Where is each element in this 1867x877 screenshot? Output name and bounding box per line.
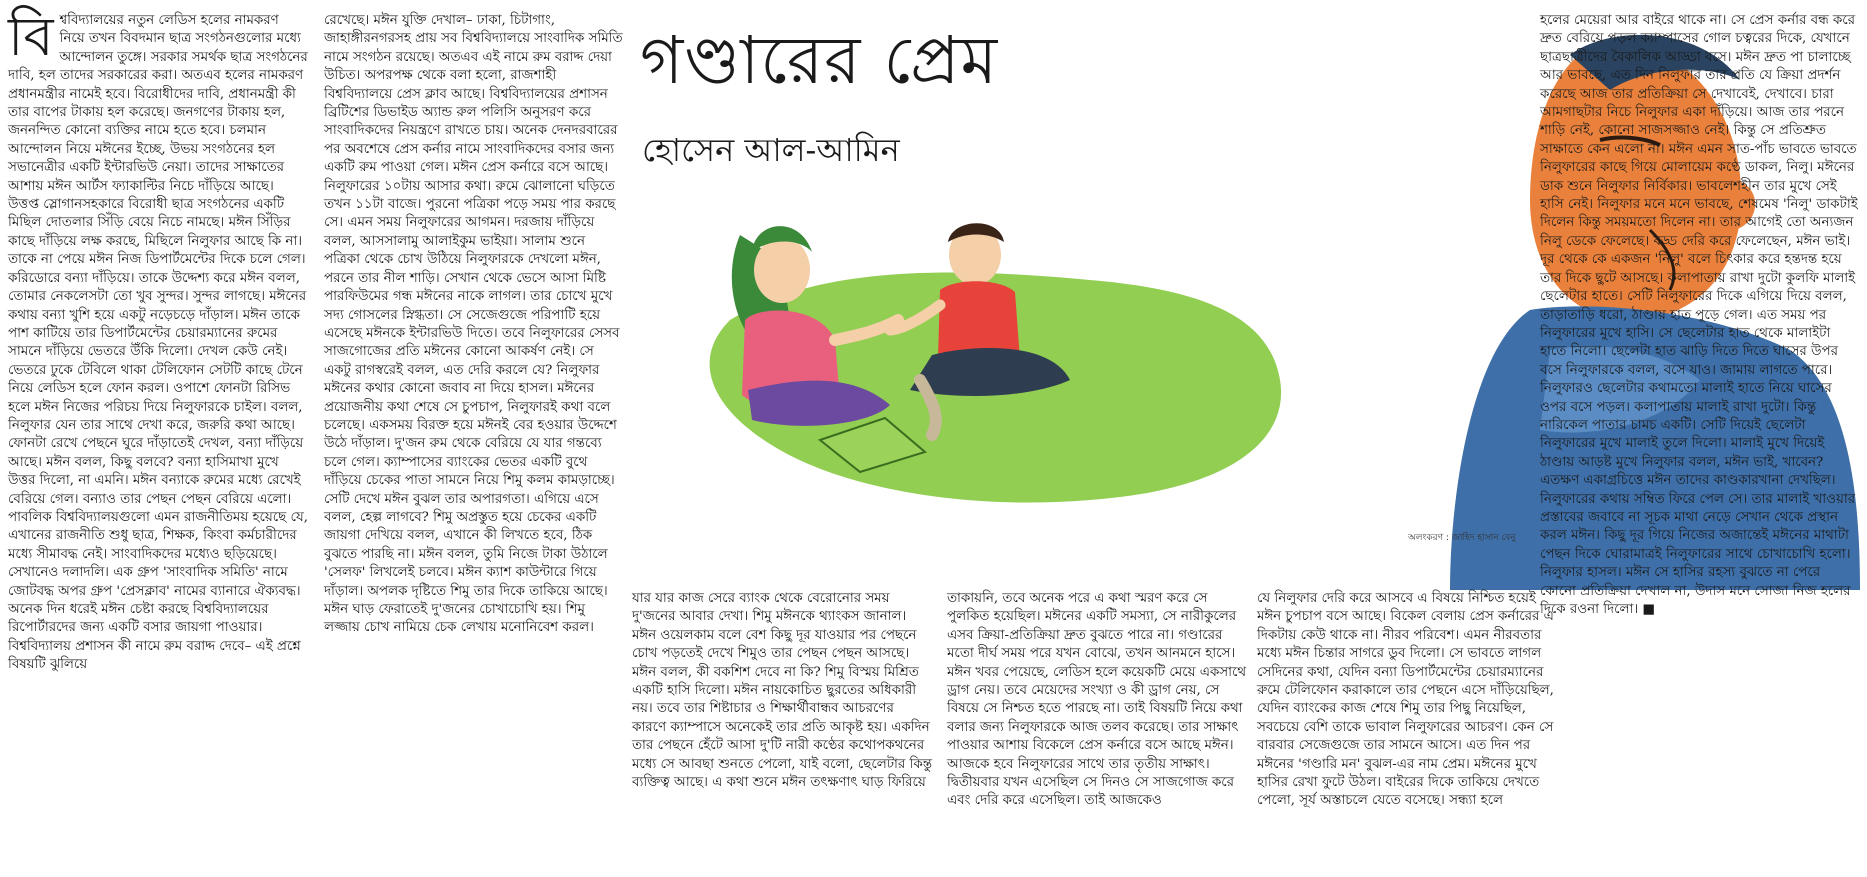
column-text: তাকায়নি, তবে অনেক পরে এ কথা স্মরণ করে সে পুলকিত হয়েছিল। মঈনের একটি সমস্যা, সে নারীকুলের এসব ক্রিয়া-প্রতিক্রিয়া দ্রুত বুঝতে পারে না। গণ্ডারের মতো দীর্ঘ সময় পরে যখন বোঝে, তখন আনমনে হাসে। মঈন খবর পেয়েছে, লেডিস হলে কয়েকটি মেয়ে একসাথে ড্রাগ নেয়। তবে মেয়েদের সংখ্যা ও কী ড্রাগ নেয়, সে বিষয়ে সে নিশ্চত হতে পারছে না। তাই বিষয়টি নিয়ে কথা বলার জন্য নিলুফারকে আজ তলব করেছে। তার সাক্ষাৎ পাওয়ার আশায় বিকেলে প্রেস কর্নারে বসে আছে মঈন। আজকে হবে নিলুফারের সাথে তার তৃতীয় সাক্ষাৎ। দ্বিতীয়বার যখন এসেছিল সে দিনও সে সাজগোজ করে এবং দেরি করে এসেছিল। তাই আজকেও: [947, 591, 1247, 809]
article-column-5: [1257, 590, 1557, 870]
column-text: যে নিলুফার দেরি করে আসবে এ বিষয়ে নিশ্চিত হয়েই মঈন চুপচাপ বসে আছে। বিকেল বেলায় প্রেস কর্নারের এ দিকটায় কেউ থাকে না। নীরব পরিবেশ। এমন নীরবতার মধ্যে মঈন চিন্তার সাগরে ডুব দিলো। সে ভাবতে লাগল সেদিনের কথা, যেদিন বন্যা ডিপার্টমেন্টের চেয়ারম্যানের রুমে টেলিফোন করাকালে তার পেছনে এসে দাঁড়িয়েছিল, যেদিন ব্যাংকের কাজ শেষে শিমু তার পিছু নিয়েছিল, সবচেয়ে বেশি তাকে ভাবাল নিলুফারের আচরণ। কেন সে বারবার সেজেগুজে তার সামনে আসে। এত দিন পর মঈনের 'গণ্ডারি মন' বুঝল-এর নাম প্রেম। মঈনের মুখে হাসির রেখা ফুটে উঠল। বাইরের দিকে তাকিয়ে দেখতে পেলো, সূর্য অস্তাচলে যেতে বসেছে। সন্ধ্যা হলে: [1257, 591, 1554, 809]
article-column-3: [632, 590, 932, 870]
article-column-2: [324, 12, 624, 636]
column-text: রেখেছে। মঈন যুক্তি দেখাল– ঢাকা, চিটাগাং, জাহাঙ্গীরনগরসহ প্রায় সব বিশ্ববিদ্যালয়ে সাংবাদিক সমিতি নামে সংগঠন রয়েছে। অতএব এই নামে রুম বরাদ্দ দেয়া উচিত। অপরপক্ষ থেকে বলা হলো, রাজশাহী বিশ্ববিদ্যালয়ে প্রেস ক্লাব আছে। বিশ্ববিদ্যালয়ের প্রশাসন ব্রিটিশের ডিভাইড অ্যান্ড রুল পলিসি অনুসরণ করে সাংবাদিকদের নিয়ন্ত্রণে রাখতে চায়। অনেক দেনদরবারের পর অবশেষে প্রেস কর্নার নামে সাংবাদিকদের বসার জন্য একটি রুম পাওয়া গেল। মঈন প্রেস কর্নারে বসে আছে। নিলুফারের ১০টায় আসার কথা। রুমে ঝোলানো ঘড়িতে তখন ১১টা বাজে। পুরনো পত্রিকা পড়ে সময় পার করছে সে। এমন সময় নিলুফারের আগমন। দরজায় দাঁড়িয়ে বলল, আসসালামু আলাইকুম ভাইয়া। সালাম শুনে পত্রিকা থেকে চোখ উঠিয়ে নিলুফারকে দেখলো মঈন, পরনে তার নীল শাড়ি। সেখান থেকে ভেসে আসা মিষ্টি পারফিউমের গন্ধ মঈনের নাকে লাগল। তার চোখে মুখে সদ্য গোসলের স্নিগ্ধতা। সে সেজেগুজে পরিপাটি হয়ে এসেছে মঈনকে ইন্টারভিউ দিতে। তবে নিলুফারের সেসব সাজগোজের প্রতি মঈনের কোনো আকর্ষণ নেই। সে একটু রাগস্বরেই বলল, এত দেরি করলে যে? নিলুফার মঈনের কথার কোনো জবাব না দিয়ে হাসল। মঈনের প্রয়োজনীয় কথা শেষে সে চুপচাপ, নিলুফারই কথা বলে চলেছে। একসময় বিরক্ত হয়ে মঈনই বের হওয়ার উদ্দেশে উঠে দাঁড়াল। দু'জন রুম থেকে বেরিয়ে যে যার গন্তব্যে চলে গেল। ক্যাম্পাসের ব্যাংকের ভেতর একটি বুথে দাঁড়িয়ে চেকের পাতা সামনে নিয়ে শিমু কলম কামড়াচ্ছে। সেটি দেখে মঈন বুঝল তার অপারগতা। এগিয়ে এসে বলল, হেল্প লাগবে? শিমু অপ্রস্তুত হয়ে চেকের একটি জায়গা দেখিয়ে বলল, এখানে কী লিখতে হবে, ঠিক বুঝতে পারছি না। মঈন বলল, তুমি নিজে টাকা উঠালে 'সেলফ' লিখলেই চলবে। মঈন ক্যাশ কাউন্টারে গিয়ে দাঁড়াল। অপলক দৃষ্টিতে শিমু তার দিকে তাকিয়ে আছে। মঈন ঘাড় ফেরাতেই দু'জনের চোখাচোখি হয়। শিমু লজ্জায় চোখ নামিয়ে চেক লেখায় মনোনিবেশ করল।: [324, 13, 623, 636]
article-title: গণ্ডারের প্রেম: [640, 22, 999, 99]
column-text: যার যার কাজ সেরে ব্যাংক থেকে বেরোনোর সময় দু'জনের আবার দেখা। শিমু মঈনকে থ্যাংকস জানাল। মঈন ওয়েলকাম বলে বেশ কিছু দূর যাওয়ার পর পেছনে চোখ পড়তেই দেখে শিমুও তার পেছন পেছন আসছে। মঈন বলল, কী বকশিশ দেবে না কি? শিমু বিস্ময় মিশ্রিত একটি হাসি দিলো। মঈন নায়কোচিত ছুরতের অধিকারী নয়। তবে তার শিষ্টাচার ও শিক্ষার্থীবান্ধব আচরণের কারণে ক্যাম্পাসে অনেকেই তার প্রতি আকৃষ্ট হয়। একদিন তার পেছনে হেঁটে আসা দু'টি নারী কণ্ঠের কথোপকথনের মধ্যে সে আবছা শুনতে পেলো, যাই বলো, ছেলেটার কিন্তু ব্যক্তিত্ব আছে। এ কথা শুনে মঈন তৎক্ষণাৎ ঘাড় ফিরিয়ে: [632, 591, 932, 791]
illustration-credit: অলংকরণ : জাহিদ হাসান বেনু: [1408, 533, 1516, 543]
article-column-4: [947, 590, 1247, 870]
drop-cap: বি: [8, 5, 54, 68]
author-byline: হোসেন আল-আমিন: [642, 131, 900, 169]
article-column-6: [1540, 12, 1858, 870]
article-column-1: [8, 5, 308, 870]
column-text-body: শ্ববিদ্যালয়ের নতুন লেডিস হলের নামকরণ নিয়ে তখন বিবদমান ছাত্র সংগঠনগুলোর মধ্যে আন্দোলন তুঙ্গে। সরকার সমর্থক ছাত্র সংগঠনের দাবি, হল তাদের সরকারের করা। অতএব হলের নামকরণ প্রধানমন্ত্রীর নামেই হবে। বিরোধীদের দাবি, প্রধানমন্ত্রী কী তার বাপের টাকায় হল করেছে। জনগণের টাকায় হল, জননন্দিত কোনো ব্যক্তির নামে হতে হবে। চলমান আন্দোলন নিয়ে মঈনের ইচ্ছে, উভয় সংগঠনের হল সভানেত্রীর একটি ইন্টারভিউ নেয়া। তাদের সাক্ষাতের আশায় মঈন আর্টস ফ্যাকাল্টির নিচে দাঁড়িয়ে আছে। উত্তপ্ত স্লোগানসহকারে বিরোধী ছাত্র সংগঠনের একটি মিছিল দোতলার সিঁড়ি বেয়ে নিচে নামছে। মঈন সিঁড়ির কাছে দাঁড়িয়ে লক্ষ করছে, মিছিলে নিলুফার আছে কি না। তাকে না পেয়ে মঈন নিজ ডিপার্টমেন্টের দিকে চলে গেল। করিডোরে বন্যা দাঁড়িয়ে। তাকে উদ্দেশ্য করে মঈন বলল, তোমার নেকলেসটা তো খুব সুন্দর। সুন্দর লাগছে। মঈনের কথায় বন্যা খুশি হয়ে একটু নড়েচড়ে দাঁড়াল। মঈন তাকে পাশ কাটিয়ে তার ডিপার্টমেন্টের চেয়ারম্যানের রুমের সামনে দাঁড়িয়ে ভেতরে উঁকি দিলো। দেখল কেউ নেই। ভেতরে ঢুকে টেবিলে থাকা টেলিফোন সেটটি কাছে টেনে নিয়ে লেডিস হলে ফোন করল। ওপাশে ফোনটা রিসিভ হলে মঈন নিজের পরিচয় দিয়ে নিলুফারকে চাইল। বলল, নিলুফার যেন তার সাথে দেখা করে, জরুরি কথা আছে। ফোনটা রেখে পেছনে ঘুরে দাঁড়াতেই দেখল, বন্যা দাঁড়িয়ে আছে। মঈন বলল, কিছু বলবে? বন্যা হাসিমাখা মুখে উত্তর দিলো, না এমনি। মঈন বন্যাকে রুমের মধ্যে রেখেই বেরিয়ে গেল। বন্যাও তার পেছন পেছন বেরিয়ে এলো। পাবলিক বিশ্ববিদ্যালয়গুলো এমন রাজনীতিময় হয়েছে যে, এখানের রাজনীতি শুধু ছাত্র, শিক্ষক, কিংবা কর্মচারীদের মধ্যে সীমাবদ্ধ নেই। সাংবাদিকদের মধ্যেও ছড়িয়েছে। সেখানেও দলাদলি। এক গ্রুপ 'সাংবাদিক সমিতি' নামে জোটবদ্ধ অপর গ্রুপ 'প্রেসক্লাব' নামের ব্যানারে ঐক্যবদ্ধ। অনেক দিন ধরেই মঈন চেষ্টা করছে বিশ্ববিদ্যালয়ের রিপোর্টারদের জন্য একটি বসার জায়গা পাওয়ার। বিশ্ববিদ্যালয় প্রশাসন কী নামে রুম বরাদ্দ দেবে– এই প্রশ্নে বিষয়টি ঝুলিয়ে: [8, 13, 308, 673]
column-text: হলের মেয়েরা আর বাইরে থাকে না। সে প্রেস কর্নার বন্ধ করে দ্রুত বেরিয়ে পড়ল ক্যাম্পাসের গোল চত্বরের দিকে, যেখানে ছাত্রছাত্রীদের বৈকালিক আড্ডা বসে। মঈন দ্রুত পা চালাচ্ছে আর ভাবছে, এত দিন নিলুফার তার প্রতি যে ক্রিয়া প্রদর্শন করেছে আজ তার প্রতিক্রিয়া সে দেখাবেই, দেখাবে। চারা আমগাছটার নিচে নিলুফার একা দাঁড়িয়ে। আজ তার পরনে শাড়ি নেই, কোনো সাজসজ্জাও নেই। কিন্তু সে প্রতিশ্রুত সাক্ষাতে কেন এলো না। মঈন এমন সাত-পাঁচ ভাবতে ভাবতে নিলুফারের কাছে গিয়ে মোলায়েম কণ্ঠে ডাকল, নিলু। মঈনের ডাক শুনে নিলুফার নির্বিকার। ভাবলেশহীন তার মুখে সেই হাসি নেই। নিলুফার মনে মনে ভাবছে, শেষমেষ 'নিলু' ডাকটাই দিলেন কিন্তু সময়মতো দিলেন না। তার আগেই তো অন্যজন নিলু ডেকে ফেলেছে। বড্ড দেরি করে ফেলেছেন, মঈন ভাই। দূর থেকে কে একজন 'নিলু' বলে চিৎকার করে হন্তদন্ত হয়ে তার দিকে ছুটে আসছে। কলাপাতায় রাখা দুটো কুলফি মালাই ছেলেটার হাতে। সেটি নিলুফারের দিকে এগিয়ে দিয়ে বলল, তাড়াতাড়ি ধরো, ঠাণ্ডায় হাত পুড়ে গেল। এত সময় পর নিলুফারের মুখে হাসি। সে ছেলেটার হাত থেকে মালাইটা হাতে নিলো। ছেলেটা হাত ঝাড়ি দিতে দিতে ঘাসের উপর বসে নিলুফারকে বলল, বসে যাও। জামায় লাগতে পারে। নিলুফারও ছেলেটার কথামতো মালাই হাতে নিয়ে ঘাসের ওপর বসে পড়ল। কলাপাতায় মালাই রাখা দুটো। কিন্তু নারিকেল পাতার চামচ একটি। সেটি দিয়েই ছেলেটা নিলুফারের মুখে মালাই তুলে দিলো। মালাই মুখে দিয়েই ঠাণ্ডায় আড়ষ্ট মুখে নিলুফার বলল, মঈন ভাই, খাবেন? এতক্ষণ একাগ্রচিত্তে মঈন তাদের কাণ্ডকারখানা দেখছিল। নিলুফারের কথায় সম্বিত ফিরে পেল সে। তার মালাই খাওয়ার প্রস্তাবের জবাবে না সূচক মাথা নেড়ে সেখান থেকে প্রস্থান করল মঈন। কিছু দূর গিয়ে নিজের অজান্তেই মঈনের মাথাটা পেছন দিকে ঘোরামাত্রই নিলুফারের সাথে চোখাচোখি হলো। নিলুফার হাসল। মঈন সে হাসির রহস্য বুঝতে না পেরে কোনো প্রতিক্রিয়া দেখাল না, উদাস মনে সোজা নিজ হলের দিকে রওনা দিলো। ■: [1540, 13, 1858, 617]
woman-figure: [732, 226, 898, 426]
column-text: [8, 5, 308, 675]
